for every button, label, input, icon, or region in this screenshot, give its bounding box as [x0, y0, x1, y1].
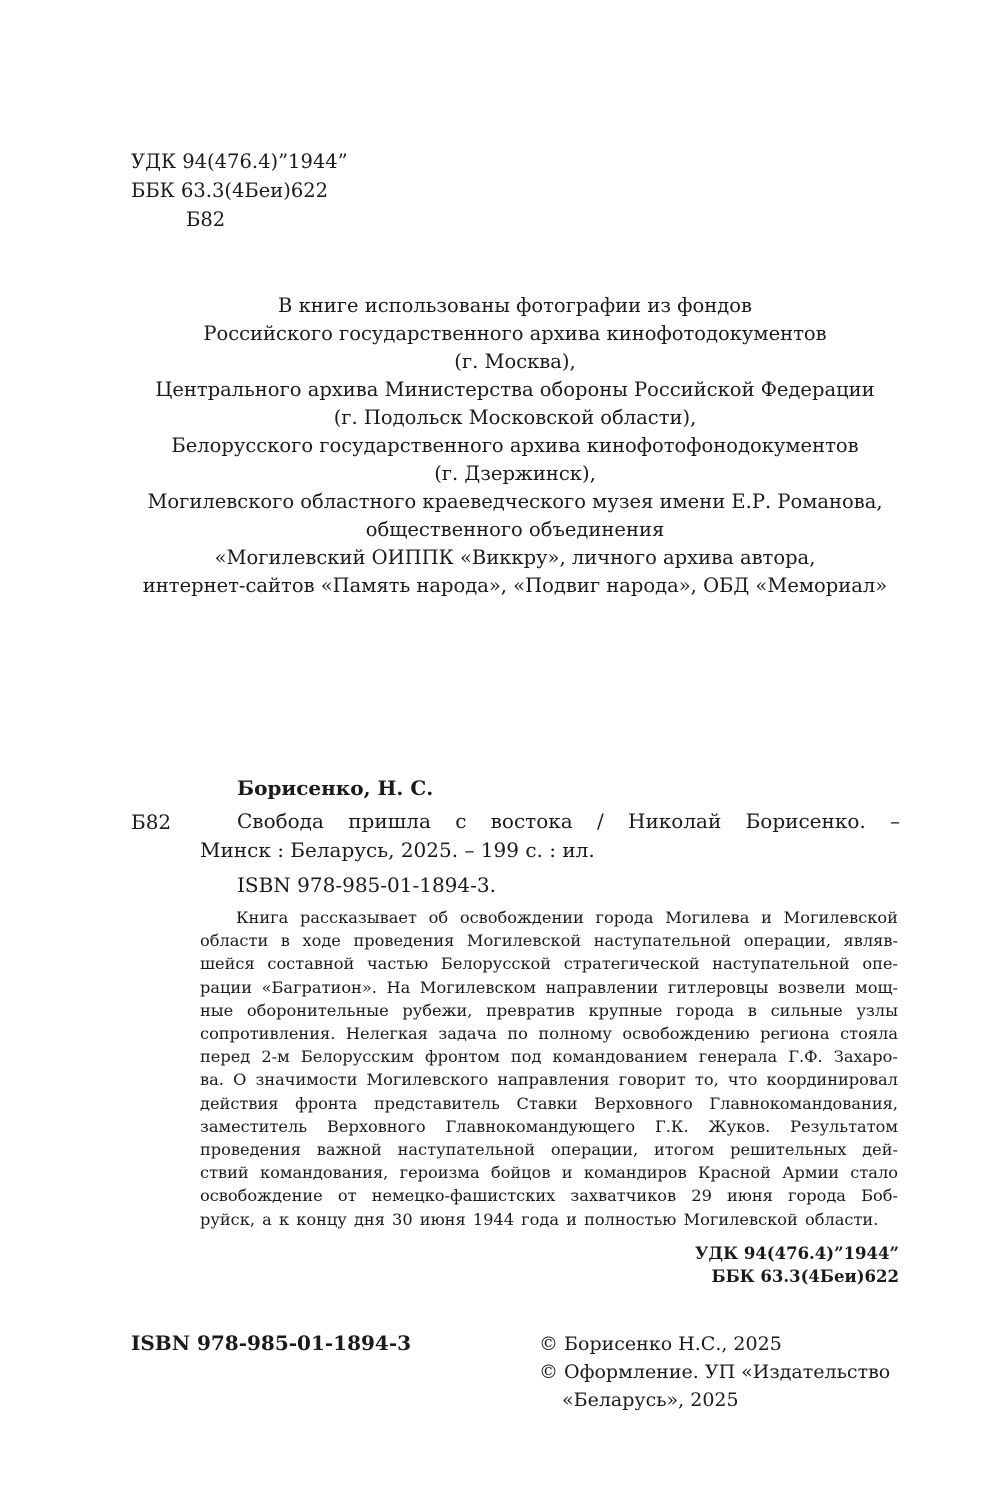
annotation-word: Г.Ф.: [788, 1047, 823, 1067]
annotation-word: Верховного: [594, 1093, 693, 1113]
annotation-word: сильные: [770, 1000, 843, 1020]
annotation-word: Белорусским: [300, 1047, 414, 1067]
annotation-word: 2-м: [261, 1047, 290, 1067]
annotation-word: говорит: [618, 1070, 686, 1090]
annotation-word: важной: [316, 1140, 382, 1160]
annotation-word: мощ-: [855, 977, 898, 997]
credit-line: общественного объединения: [365, 518, 665, 541]
title-word: –: [890, 809, 900, 833]
annotation-word: проведения: [353, 931, 455, 951]
annotation-word: наступательной: [712, 954, 850, 974]
annotation-word: июня: [727, 1186, 773, 1206]
annotation-word: рубежи,: [402, 1000, 473, 1020]
annotation-word: Верховного: [326, 1116, 426, 1136]
udk-code: УДК 94(476.4)”1944”: [131, 150, 348, 173]
author-mark: Б82: [186, 208, 226, 231]
annotation-line: [200, 1115, 898, 1138]
annotation-word: Боб-: [861, 1186, 898, 1206]
photo-credits: [120, 292, 910, 600]
annotation-line: [200, 929, 898, 952]
annotation-word: Армии: [782, 1163, 839, 1183]
annotation-line: [200, 906, 898, 929]
annotation-word: Ставки: [516, 1093, 578, 1113]
annotation-word: крупные: [588, 1000, 663, 1020]
annotation-word: по: [507, 1024, 528, 1044]
credit-line: (г. Дзержинск),: [434, 462, 596, 485]
bibliographic-mark: Б82: [131, 810, 172, 834]
annotation-word: перед: [200, 1047, 251, 1067]
annotation-word: Жуков.: [708, 1116, 771, 1136]
credit-line: (г. Подольск Московской области),: [333, 406, 697, 429]
annotation-word: Главнокомандования,: [709, 1093, 898, 1113]
annotation-word: в: [747, 1000, 757, 1020]
annotation-word: Захаро-: [833, 1047, 898, 1067]
annotation-word: фронта: [295, 1093, 358, 1113]
annotation-line: руйск, а к концу дня 30 июня 1944 года и полностью Могилевской области.: [200, 1209, 879, 1229]
copyright-block: [539, 1330, 890, 1414]
credit-line: интернет-сайтов «Память народа», «Подвиг народа», ОБД «Мемориал»: [142, 574, 888, 597]
annotation-word: гитлеровцы: [667, 977, 769, 997]
annotation-word: являв-: [843, 931, 898, 951]
credit-line: «Могилевский ОИППК «Виккру», личного архива автора,: [214, 546, 816, 569]
isbn-footer: ISBN 978-985-01-1894-3: [131, 1331, 412, 1355]
title-word: Свобода: [237, 809, 324, 833]
annotation-word: На: [386, 977, 411, 997]
annotation-word: командованием: [552, 1047, 688, 1067]
annotation-word: Главнокомандующего: [445, 1116, 636, 1136]
annotation-line: [200, 1022, 898, 1045]
annotation-word: Книга: [236, 908, 289, 927]
annotation-word: Красной: [697, 1163, 771, 1183]
title-word: /: [596, 809, 604, 833]
annotation-word: от: [337, 1186, 357, 1206]
annotation-word: операции,: [550, 1140, 639, 1160]
annotation-word: Могилевском: [419, 977, 536, 997]
author-heading: Борисенко, Н. С.: [237, 776, 434, 800]
annotation-word: решительных: [730, 1140, 847, 1160]
annotation-word: освобождении: [459, 908, 584, 927]
annotation-word: полному: [538, 1024, 612, 1044]
annotation-word: об: [428, 908, 449, 927]
annotation-word: Г.К.: [655, 1116, 689, 1136]
annotation-word: проведения: [200, 1140, 301, 1160]
annotation-word: 29: [691, 1186, 712, 1206]
title-word: пришла: [348, 809, 431, 833]
annotation-word: немецко-фашистских: [371, 1186, 556, 1206]
annotation-word: возвели: [778, 977, 846, 997]
credit-line: Российского государственного архива кинофотодокументов: [203, 322, 827, 345]
annotation: [200, 906, 898, 1231]
annotation-word: командования,: [260, 1163, 389, 1183]
annotation-word: сопротивления.: [200, 1024, 336, 1044]
annotation-word: что: [727, 1070, 758, 1090]
annotation-word: героизма: [399, 1163, 480, 1183]
annotation-word: дей-: [862, 1140, 898, 1160]
annotation-word: Могилева: [665, 908, 750, 927]
isbn-line: ISBN 978-985-01-1894-3.: [237, 873, 496, 897]
annotation-word: рации: [200, 977, 253, 997]
annotation-word: города: [676, 1000, 735, 1020]
annotation-word: в: [280, 931, 290, 951]
footer-udk: УДК 94(476.4)”1944”: [695, 1244, 899, 1263]
annotation-word: координировал: [766, 1070, 898, 1090]
annotation-word: частью: [366, 954, 429, 974]
credit-line: Могилевского областного краеведческого музея имени Е.Р. Романова,: [147, 490, 883, 513]
annotation-word: заместитель: [200, 1116, 308, 1136]
annotation-word: представитель: [373, 1093, 500, 1113]
annotation-word: ва.: [200, 1070, 224, 1090]
title-word: Николай: [628, 809, 722, 833]
annotation-word: Белорусской: [440, 954, 552, 974]
annotation-word: Нелегкая: [345, 1024, 428, 1044]
credit-line: Белорусского государственного архива кинофотофонодокументов: [171, 434, 859, 457]
annotation-word: задача: [438, 1024, 497, 1044]
annotation-word: и: [761, 908, 772, 927]
annotation-word: ные: [200, 1000, 234, 1020]
annotation-word: рассказывает: [299, 908, 417, 927]
imprint-line: Минск : Беларусь, 2025. – 199 с. : ил.: [200, 838, 595, 862]
annotation-word: города: [595, 908, 654, 927]
annotation-word: превратив: [486, 1000, 575, 1020]
annotation-word: освобождение: [200, 1186, 323, 1206]
credit-line: Центрального архива Министерства обороны Российской Федерации: [155, 378, 875, 401]
annotation-word: Результатом: [790, 1116, 898, 1136]
credit-line: В книге использованы фотографии из фондов: [278, 294, 752, 317]
title-word: Борисенко.: [745, 809, 866, 833]
annotation-word: командиров: [583, 1163, 687, 1183]
annotation-word: О: [233, 1070, 247, 1090]
annotation-word: итогом: [653, 1140, 715, 1160]
annotation-word: оборонительные: [246, 1000, 389, 1020]
annotation-line: [200, 1045, 898, 1068]
annotation-word: генерала: [698, 1047, 778, 1067]
annotation-word: освобождению: [622, 1024, 750, 1044]
annotation-word: направлении: [545, 977, 659, 997]
annotation-line: [200, 1184, 898, 1207]
annotation-word: стало: [850, 1163, 898, 1183]
copyright-author: © Борисенко Н.С., 2025: [539, 1333, 782, 1355]
annotation-word: стратегической: [563, 954, 700, 974]
annotation-word: захватчиков: [570, 1186, 677, 1206]
annotation-word: направления: [497, 1070, 610, 1090]
annotation-line: [200, 1161, 898, 1184]
annotation-line: [200, 1138, 898, 1161]
annotation-word: операции,: [743, 931, 831, 951]
annotation-line: [200, 976, 898, 999]
annotation-word: узлы: [856, 1000, 898, 1020]
annotation-word: города: [788, 1186, 846, 1206]
annotation-word: значимости: [255, 1070, 358, 1090]
annotation-word: фронтом: [424, 1047, 500, 1067]
annotation-line: [200, 952, 898, 975]
annotation-word: Могилевской: [783, 908, 898, 927]
annotation-word: и: [561, 1163, 573, 1183]
annotation-word: шейся: [200, 954, 255, 974]
credit-line: (г. Москва),: [454, 350, 576, 373]
footer-codes: [695, 1242, 899, 1288]
annotation-word: наступательной: [397, 1140, 535, 1160]
title-line: [237, 807, 900, 836]
bibliographic-record: [200, 807, 900, 865]
copyright-publisher: «Беларусь», 2025: [562, 1389, 739, 1411]
annotation-word: Могилевской: [466, 931, 582, 951]
annotation-word: действия: [200, 1093, 279, 1113]
annotation-word: бойцов: [490, 1163, 551, 1183]
annotation-word: под: [510, 1047, 542, 1067]
annotation-line: [200, 999, 898, 1022]
title-word: с: [455, 809, 467, 833]
annotation-word: Могилевского: [366, 1070, 489, 1090]
annotation-word: опе-: [862, 954, 898, 974]
annotation-line: [200, 1068, 898, 1091]
title-word: востока: [490, 809, 573, 833]
annotation-word: региона: [760, 1024, 830, 1044]
annotation-word: то,: [694, 1070, 719, 1090]
annotation-word: «Багратион».: [261, 977, 377, 997]
classification-codes: [131, 147, 348, 234]
annotation-word: наступательной: [593, 931, 732, 951]
annotation-word: ствий: [200, 1163, 249, 1183]
bbk-code: ББК 63.3(4Беи)622: [131, 179, 329, 202]
annotation-word: стояла: [840, 1024, 898, 1044]
annotation-word: ходе: [302, 931, 341, 951]
annotation-line: [200, 1092, 898, 1115]
footer-bbk: ББК 63.3(4Беи)622: [711, 1267, 899, 1286]
annotation-word: области: [200, 931, 269, 951]
copyright-design: © Оформление. УП «Издательство: [539, 1361, 891, 1383]
annotation-word: составной: [267, 954, 355, 974]
